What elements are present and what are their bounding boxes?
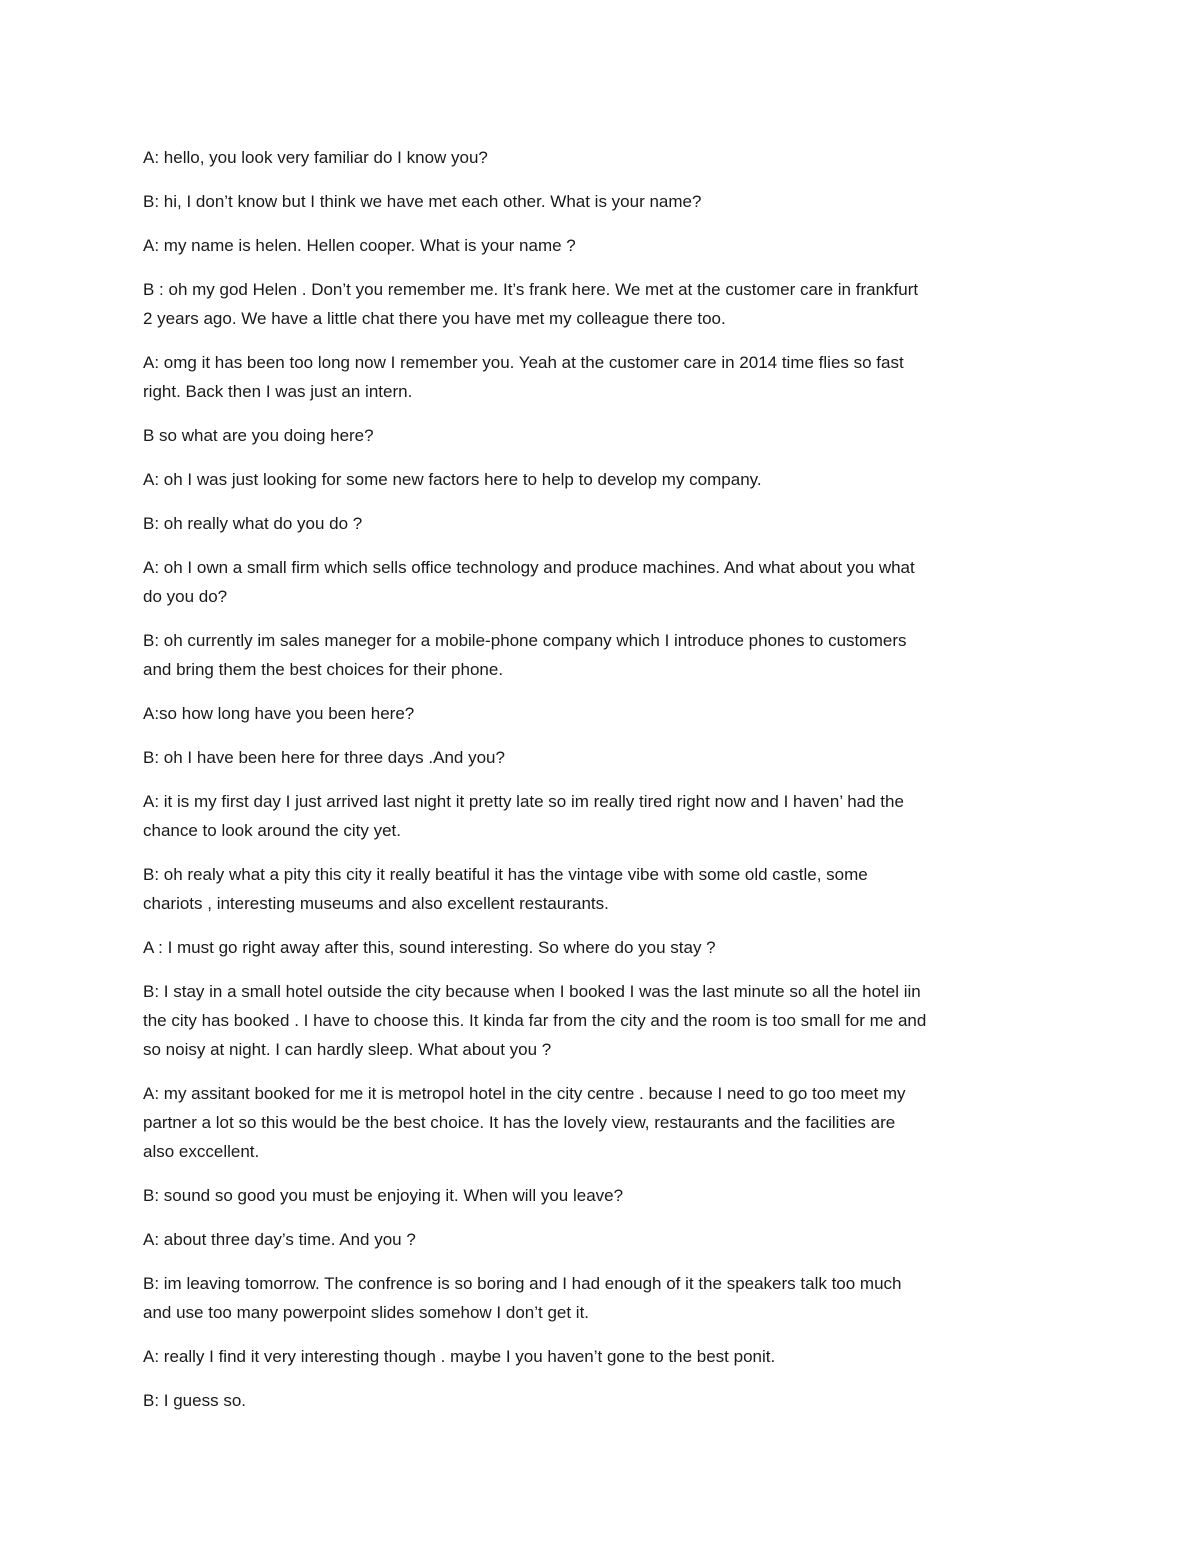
dialogue-line	[143, 275, 1063, 333]
text-line: B : oh my god Helen . Don’t you remember me. It’s frank here. We met at the customer care in frankfurt	[143, 280, 919, 299]
text-line: B: I guess so.	[143, 1391, 246, 1410]
dialogue-line	[143, 187, 1063, 216]
dialogue-line	[143, 1386, 1063, 1415]
dialogue-line	[143, 977, 1063, 1064]
text-line: partner a lot so this would be the best choice. It has the lovely view, restaurants and the facilities are	[143, 1113, 896, 1132]
text-line: B: oh really what do you do ?	[143, 514, 363, 533]
text-line: A: omg it has been too long now I remember you. Yeah at the customer care in 2014 time flies so fast	[143, 353, 904, 372]
dialogue-line	[143, 787, 1063, 845]
dialogue-line	[143, 860, 1063, 918]
dialogue-line	[143, 143, 1063, 172]
text-line: so noisy at night. I can hardly sleep. What about you ?	[143, 1040, 552, 1059]
dialogue-line	[143, 699, 1063, 728]
dialogue-line	[143, 1225, 1063, 1254]
text-line: A: really I find it very interesting though . maybe I you haven’t gone to the best ponit.	[143, 1347, 776, 1366]
dialogue-line	[143, 465, 1063, 494]
text-line: right. Back then I was just an intern.	[143, 382, 413, 401]
text-line: and use too many powerpoint slides somehow I don’t get it.	[143, 1303, 590, 1322]
text-line: A: about three day’s time. And you ?	[143, 1230, 416, 1249]
text-line: the city has booked . I have to choose this. It kinda far from the city and the room is too small for me and	[143, 1011, 927, 1030]
dialogue-line	[143, 626, 1063, 684]
dialogue-line	[143, 1181, 1063, 1210]
text-line: A: hello, you look very familiar do I know you?	[143, 148, 488, 167]
dialogue-line	[143, 509, 1063, 538]
text-line: B: oh I have been here for three days .And you?	[143, 748, 505, 767]
text-line: A: it is my first day I just arrived last night it pretty late so im really tired right now and I haven’ had the	[143, 792, 904, 811]
dialogue-body	[143, 143, 1063, 1430]
text-line: B: sound so good you must be enjoying it. When will you leave?	[143, 1186, 624, 1205]
text-line: B so what are you doing here?	[143, 426, 374, 445]
text-line: do you do?	[143, 587, 228, 606]
text-line: 2 years ago. We have a little chat there you have met my colleague there too.	[143, 309, 726, 328]
dialogue-line	[143, 231, 1063, 260]
text-line: B: oh currently im sales maneger for a mobile-phone company which I introduce phones to customers	[143, 631, 907, 650]
text-line: A: oh I was just looking for some new factors here to help to develop my company.	[143, 470, 762, 489]
dialogue-line	[143, 1269, 1063, 1327]
text-line: B: hi, I don’t know but I think we have met each other. What is your name?	[143, 192, 702, 211]
text-line: A : I must go right away after this, sound interesting. So where do you stay ?	[143, 938, 716, 957]
text-line: chance to look around the city yet.	[143, 821, 401, 840]
text-line: B: oh realy what a pity this city it really beatiful it has the vintage vibe with some old castle, some	[143, 865, 868, 884]
text-line: chariots , interesting museums and also excellent restaurants.	[143, 894, 609, 913]
text-line: A: my name is helen. Hellen cooper. What is your name ?	[143, 236, 576, 255]
dialogue-line	[143, 553, 1063, 611]
text-line: A: oh I own a small firm which sells office technology and produce machines. And what about you what	[143, 558, 915, 577]
dialogue-line	[143, 933, 1063, 962]
dialogue-line	[143, 1079, 1063, 1166]
text-line: A:so how long have you been here?	[143, 704, 415, 723]
text-line: B: I stay in a small hotel outside the city because when I booked I was the last minute so all the hotel iin	[143, 982, 921, 1001]
dialogue-line	[143, 348, 1063, 406]
text-line: and bring them the best choices for their phone.	[143, 660, 504, 679]
dialogue-line	[143, 1342, 1063, 1371]
dialogue-line	[143, 743, 1063, 772]
dialogue-line	[143, 421, 1063, 450]
text-line: A: my assitant booked for me it is metropol hotel in the city centre . because I need to go too meet my	[143, 1084, 906, 1103]
text-line: B: im leaving tomorrow. The confrence is so boring and I had enough of it the speakers talk too much	[143, 1274, 902, 1293]
text-line: also exccellent.	[143, 1142, 260, 1161]
